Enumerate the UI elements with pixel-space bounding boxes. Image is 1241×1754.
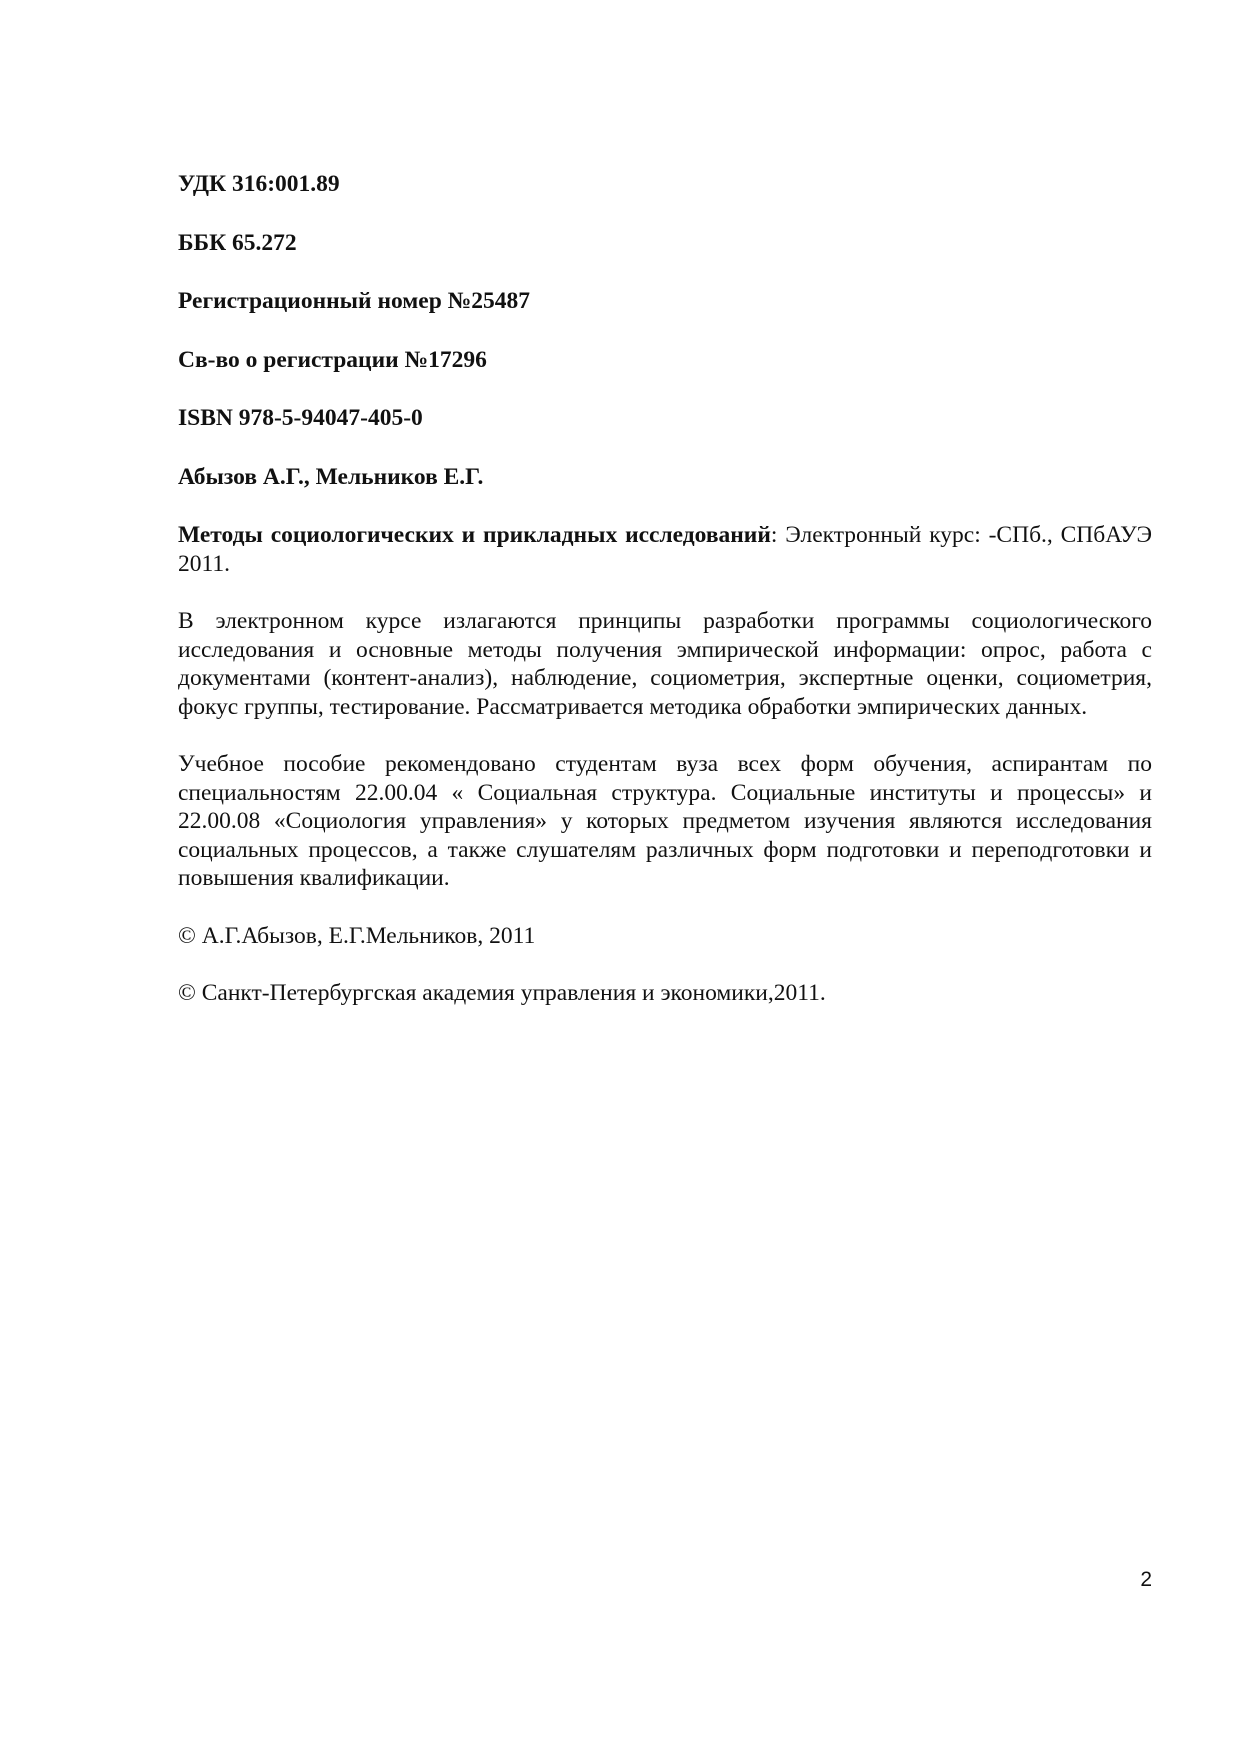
course-title: Методы социологических и прикладных исследований (178, 522, 771, 548)
udk-code: УДК 316:001.89 (178, 171, 340, 197)
authors: Абызов А.Г., Мельников Е.Г. (178, 463, 484, 490)
page-content (178, 170, 1152, 1037)
course-publication-info: : Электронный курс: -СПб., СПбАУЭ 2011. (178, 522, 1152, 577)
recommendation-paragraph: Учебное пособие рекомендовано студентам вуза всех форм обучения, аспирантам по специальностям 22.00.04 « Социальная структура. Социальные институты и процессы» и 22.00.08 «Социология управления» у которых предметом изучения являются исследования социальных процессов, а также слушателям различных форм подготовки и переподготовки и повышения квалификации. (178, 751, 1152, 891)
bibliographic-title (178, 521, 1152, 578)
copyright-authors: © А.Г.Абызов, Е.Г.Мельников, 2011 (178, 922, 536, 949)
abstract-paragraph: В электронном курсе излагаются принципы разработки программы социологического исследования и основные методы получения эмпирической информации: опрос, работа с документами (контент-анализ), наблюдение, социометрия, экспертные оценки, социометрия, фокус группы, тестирование. Рассматривается методика обработки эмпирических данных. (178, 608, 1152, 720)
registration-certificate: Св-во о регистрации №17296 (178, 346, 487, 373)
registration-number: Регистрационный номер №25487 (178, 288, 531, 314)
page-number: 2 (1140, 1568, 1152, 1591)
copyright-academy: © Санкт-Петербургская академия управления и экономики,2011. (178, 980, 826, 1006)
isbn: ISBN 978-5-94047-405-0 (178, 405, 423, 431)
bbk-code: ББК 65.272 (178, 229, 297, 256)
